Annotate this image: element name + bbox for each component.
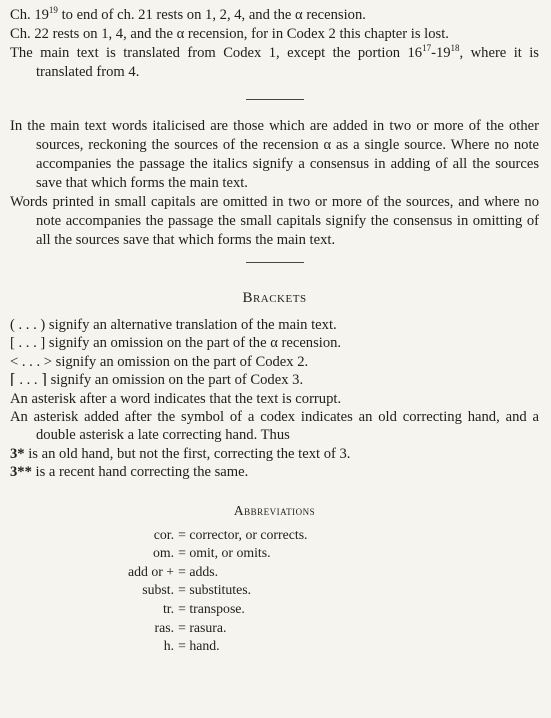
- abbreviation-row: [128, 526, 308, 545]
- abbreviation-term: cor.: [153, 526, 175, 542]
- bracket-line-square: [ . . . ] signify an omission on the part of the α recension.: [10, 335, 342, 352]
- correcting-hand-note: An asterisk added after the symbol of a codex indicates an old correcting hand, and a double asterisk a late correcting hand. Thus: [10, 409, 539, 444]
- section-divider: [246, 99, 304, 100]
- abbreviation-row: [128, 619, 308, 638]
- abbreviation-term: subst.: [142, 582, 175, 598]
- small-capitals-convention: Words printed in small capitals are omitted in two or more of the sources, and where no note accompanies the passage the small capitals signify the consensus in omitting of all the sources save that which forms the main text.: [10, 194, 539, 248]
- abbreviation-row: [128, 637, 308, 656]
- abbreviation-row: [128, 544, 308, 563]
- abbreviation-term: om.: [153, 545, 175, 561]
- note-main-text-source: The main text is translated from Codex 1, except the portion $16^{17}-19^{18}$, where it is translated from 4.: [10, 43, 539, 80]
- abbreviation-definition: = rasura.: [178, 619, 227, 635]
- abbreviation-row: [128, 581, 308, 600]
- abbreviation-term: h.: [163, 638, 175, 654]
- brackets-heading: Brackets: [242, 290, 307, 306]
- bracket-line-angle: < . . . > signify an omission on the part of Codex 2.: [10, 353, 309, 370]
- asterisk-note: An asterisk after a word indicates that the text is corrupt.: [10, 390, 342, 407]
- abbreviation-term: add or +: [128, 563, 175, 579]
- italics-convention: In the main text words italicised are those which are added in two or more of the other sources, reckoning the sources of the recension α as a single source. Where no note accompanies the passage the italics signify a consensus in adding of all the sources save that which forms the main text.: [10, 118, 539, 191]
- abbreviation-definition: = hand.: [178, 638, 220, 654]
- note-chapter-22: Ch. 22 rests on 1, 4, and the α recension, for in Codex 2 this chapter is lost.: [10, 26, 449, 42]
- abbreviation-term: ras.: [154, 619, 175, 635]
- abbreviations-heading: Abbreviations: [233, 502, 316, 518]
- bracket-line-corner: ⌈ . . . ⌉ signify an omission on the part of Codex 3.: [10, 372, 304, 389]
- abbreviation-row: [128, 600, 308, 619]
- note-chapter-19: Ch. $19^{19}$ to end of ch. 21 rests on 1, 2, 4, and the α recension.: [10, 5, 366, 23]
- example-old-hand: 3* is an old hand, but not the first, correcting the text of 3.: [10, 445, 351, 462]
- example-recent-hand: 3** is a recent hand correcting the same.: [10, 464, 249, 481]
- section-divider: [246, 262, 304, 263]
- abbreviations-table: [128, 526, 308, 656]
- abbreviation-definition: = adds.: [178, 563, 219, 579]
- abbreviation-row: [128, 563, 308, 582]
- bracket-line-parentheses: ( . . . ) signify an alternative translation of the main text.: [10, 317, 337, 333]
- abbreviation-term: tr.: [162, 601, 175, 617]
- abbreviation-definition: = transpose.: [178, 601, 245, 617]
- abbreviation-definition: = omit, or omits.: [178, 545, 271, 561]
- abbreviation-definition: = corrector, or corrects.: [178, 526, 308, 542]
- abbreviation-definition: = substitutes.: [178, 582, 252, 598]
